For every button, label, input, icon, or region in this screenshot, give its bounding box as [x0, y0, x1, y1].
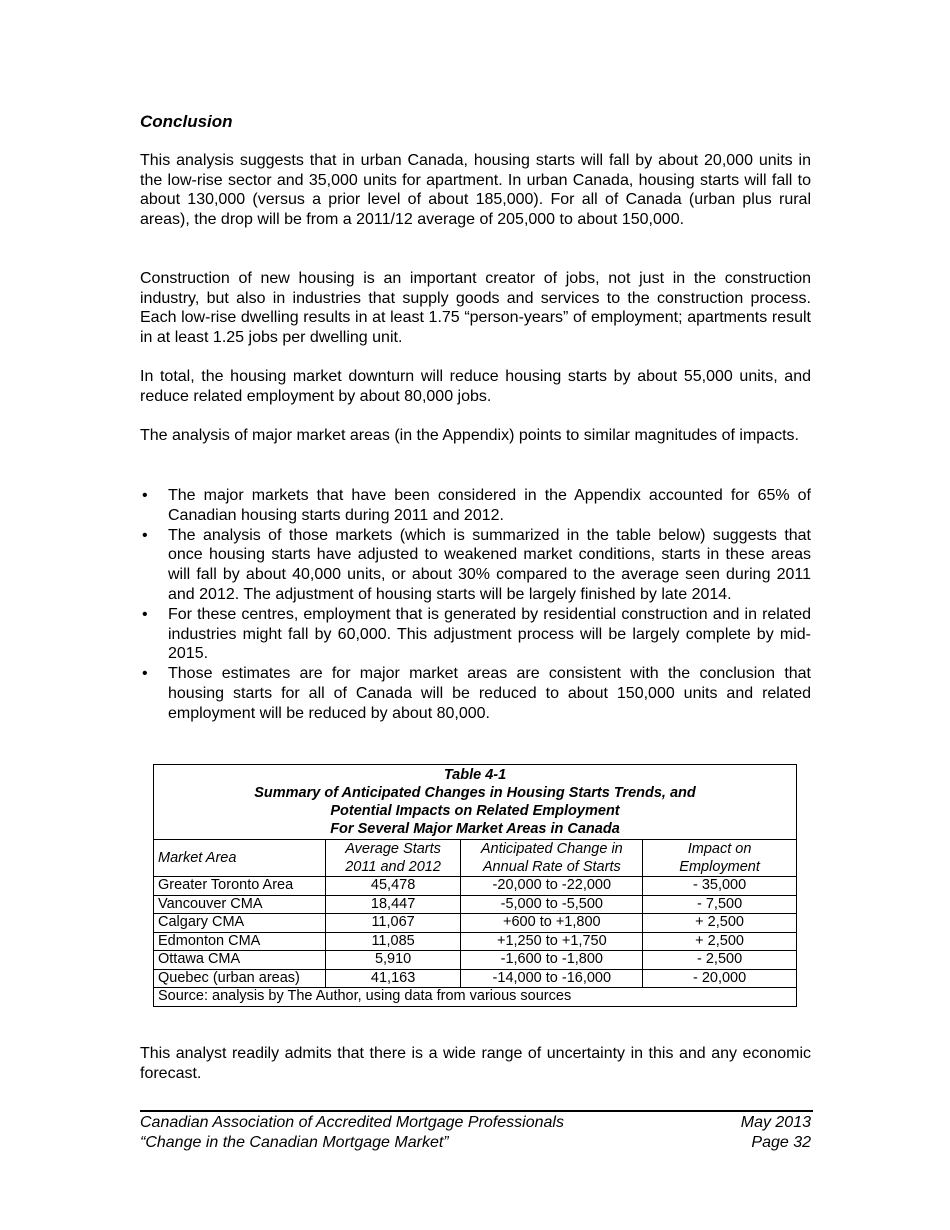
cell-average-starts: 41,163 — [325, 969, 461, 988]
cell-anticipated-change: +600 to +1,800 — [461, 914, 643, 933]
cell-market-area: Quebec (urban areas) — [154, 969, 326, 988]
column-header: Market Area — [154, 840, 326, 877]
table-row — [154, 895, 797, 914]
cell-average-starts: 5,910 — [325, 951, 461, 970]
cell-market-area: Edmonton CMA — [154, 932, 326, 951]
table-source-note: Source: analysis by The Author, using data from various sources — [154, 988, 797, 1007]
cell-market-area: Calgary CMA — [154, 914, 326, 933]
cell-anticipated-change: -5,000 to -5,500 — [461, 895, 643, 914]
cell-impact: - 20,000 — [643, 969, 797, 988]
paragraph-market-areas: The analysis of major market areas (in the Appendix) points to similar magnitudes of impacts. — [140, 427, 799, 444]
footer-divider — [140, 1110, 813, 1112]
footer-organization: Canadian Association of Accredited Mortgage Professionals — [140, 1114, 564, 1131]
cell-average-starts: 11,067 — [325, 914, 461, 933]
cell-anticipated-change: -14,000 to -16,000 — [461, 969, 643, 988]
table-subtitle: Potential Impacts on Related Employment — [330, 803, 620, 819]
column-header: Average Starts 2011 and 2012 — [325, 840, 461, 877]
table-row — [154, 951, 797, 970]
footer-page-number: Page 32 — [751, 1134, 811, 1151]
cell-average-starts: 11,085 — [325, 932, 461, 951]
table-row — [154, 969, 797, 988]
cell-anticipated-change: -20,000 to -22,000 — [461, 877, 643, 896]
list-item: • Those estimates are for major market areas are consistent with the conclusion that housing starts for all of Canada will be reduced to about 150,000 units and related employment will be reduced by about 80,000. — [142, 665, 811, 722]
table-subtitle: For Several Major Market Areas in Canada — [330, 821, 620, 837]
cell-average-starts: 45,478 — [325, 877, 461, 896]
bullet-icon: • — [142, 665, 148, 683]
table-title: Summary of Anticipated Changes in Housing Starts Trends, and — [254, 785, 696, 801]
column-header: Impact on Employment — [643, 840, 797, 877]
cell-impact: - 35,000 — [643, 877, 797, 896]
table-header-row — [154, 840, 797, 877]
table-row — [154, 932, 797, 951]
footer-document-title: “Change in the Canadian Mortgage Market” — [140, 1134, 449, 1151]
paragraph-housing-starts: This analysis suggests that in urban Canada, housing starts will fall by about 20,000 units in the low-rise sector and 35,000 units for apartment. In urban Canada, housing starts will fall to about 130,000 (versus a prior level of about 185,000). For all of Canada (urban plus rural areas), the drop will be from a 2011/12 average of 205,000 to about 150,000. — [140, 152, 811, 229]
table-row — [154, 877, 797, 896]
table-number: Table 4-1 — [443, 767, 507, 783]
cell-market-area: Greater Toronto Area — [154, 877, 326, 896]
bullet-list — [140, 486, 811, 724]
cell-impact: - 7,500 — [643, 895, 797, 914]
cell-anticipated-change: -1,600 to -1,800 — [461, 951, 643, 970]
list-item: • For these centres, employment that is generated by residential construction and in related industries might fall by 60,000. This adjustment process will be largely complete by mid-2015. — [142, 605, 811, 663]
list-item: • The analysis of those markets (which is summarized in the table below) suggests that once housing starts have adjusted to weakened market conditions, starts in these areas will fall by about 40,000 units, or about 30% compared to the average seen during 2011 and 2012. The adjustment of housing starts will be largely finished by late 2014. — [142, 526, 811, 603]
cell-impact: + 2,500 — [643, 914, 797, 933]
list-item: • The major markets that have been considered in the Appendix accounted for 65% of Canadian housing starts during 2011 and 2012. — [142, 487, 811, 524]
column-header: Anticipated Change in Annual Rate of Starts — [461, 840, 643, 877]
cell-average-starts: 18,447 — [325, 895, 461, 914]
cell-impact: + 2,500 — [643, 932, 797, 951]
cell-market-area: Vancouver CMA — [154, 895, 326, 914]
bullet-icon: • — [142, 526, 148, 544]
paragraph-closing: This analyst readily admits that there is a wide range of uncertainty in this and any economic forecast. — [140, 1045, 811, 1082]
paragraph-employment: Construction of new housing is an important creator of jobs, not just in the construction industry, but also in industries that supply goods and services to the construction process. Each low-rise dwelling results in at least 1.75 “person-years” of employment; apartments result in at least 1.25 jobs per dwelling unit. — [140, 270, 811, 347]
table-row — [154, 914, 797, 933]
cell-market-area: Ottawa CMA — [154, 951, 326, 970]
bullet-icon: • — [142, 605, 148, 623]
cell-anticipated-change: +1,250 to +1,750 — [461, 932, 643, 951]
bullet-icon: • — [142, 487, 148, 504]
paragraph-total-impact: In total, the housing market downturn will reduce housing starts by about 55,000 units, and reduce related employment by about 80,000 jobs. — [140, 368, 811, 405]
section-heading: Conclusion — [140, 112, 233, 131]
table-caption — [154, 765, 797, 840]
footer-date: May 2013 — [740, 1114, 811, 1131]
cell-impact: - 2,500 — [643, 951, 797, 970]
summary-table — [153, 764, 797, 1007]
